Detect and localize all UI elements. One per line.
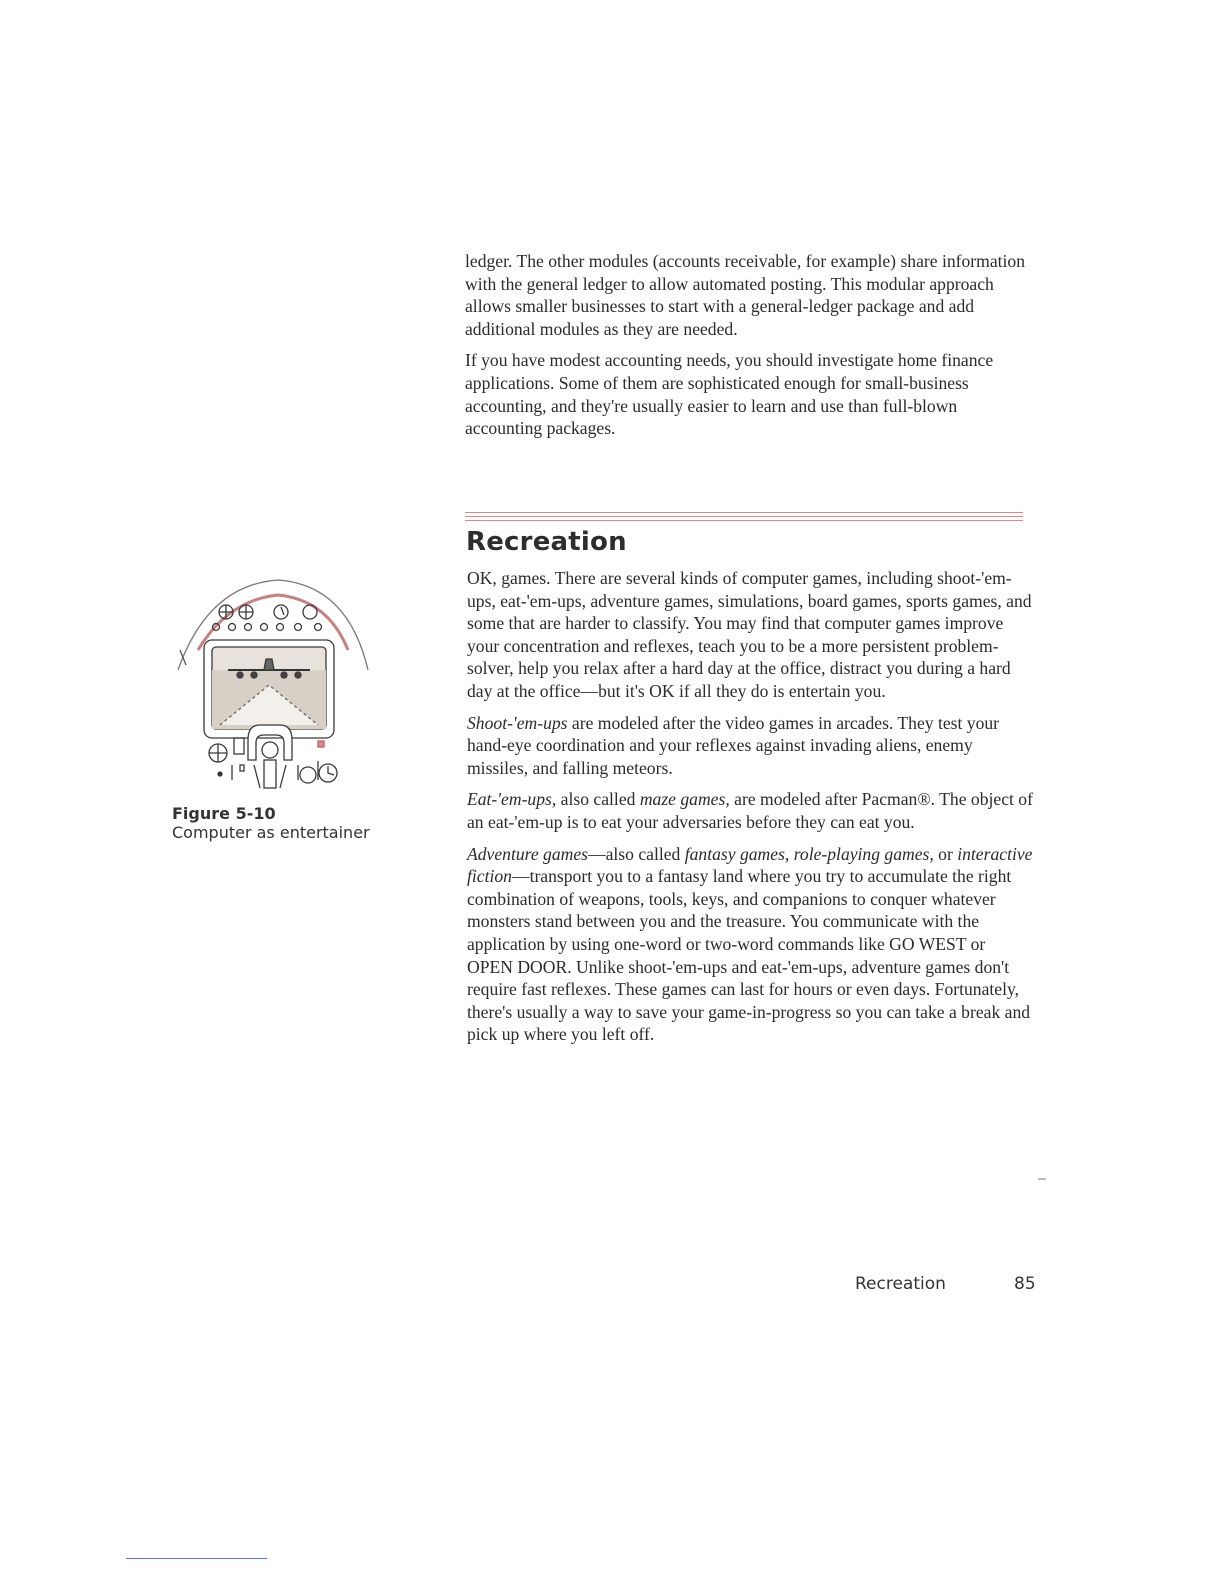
eat-em-ups-text: are modeled after Pacman®. The object of an eat-'em-up is to eat your adversaries before they can eat you. xyxy=(467,789,1033,832)
adventure-mid-1: —also called xyxy=(588,843,685,864)
eat-em-ups-term: Eat-'em-ups, xyxy=(467,789,557,810)
intro-line-1: ledger. The other modules (accounts receivable, for example) xyxy=(465,251,897,271)
intro-para-1-rest: share information with the general ledger to allow automated posting. This modular approach allows smaller businesses to start with a general-ledger package and add additional modules as they are needed. xyxy=(465,251,1026,339)
interactive-fiction-term: interactive fiction xyxy=(467,843,1033,887)
adventure-games-term: Adventure games xyxy=(467,843,588,864)
intro-paragraph-2: If you have modest accounting needs, you should investigate home finance applications. Some of them are sophisticated enough for small-business accounting, and they're usually easier to learn and use than full-blown accounting packages. xyxy=(465,350,994,439)
adventure-mid-2: or xyxy=(933,843,958,864)
bottom-rule xyxy=(126,1558,267,1559)
figure-caption xyxy=(172,804,370,842)
eat-em-ups-mid: also called xyxy=(556,789,640,810)
recreation-paragraph-1: OK, games. There are several kinds of computer games, including shoot-'em-ups, eat-'em-ups, adventure games, simulations, board games, sports games, and some that are harder to classify. You may find that computer games improve your concentration and reflexes, teach you to be a more persistent problem-solver, help you relax after a hard day at the office, distract you during a hard day at the office—but it's OK if all they do is entertain you. xyxy=(467,568,1032,701)
fantasy-games-term: fantasy games, role-playing games, xyxy=(684,843,934,864)
page-number: 85 xyxy=(1014,1274,1036,1294)
running-footer-section: Recreation xyxy=(855,1274,946,1294)
adventure-games-paragraph xyxy=(467,843,1035,1046)
adventure-games-text: —transport you to a fantasy land where you try to accumulate the right combination of weapons, tools, keys, and companions to conquer whatever monsters stand between you and the treasure. You communicate with the application by using one-word or two-word commands like GO WEST or OPEN DOOR. Unlike shoot-'em-ups and eat-'em-ups, adventure games don't require fast reflexes. These games can last for hours or even days. Fortunately, there's usually a way to save your game-in-progress so you can take a break and pick up where you left off. xyxy=(467,866,1031,1045)
section-rule xyxy=(465,512,1023,524)
shoot-em-ups-paragraph xyxy=(467,712,1035,780)
margin-mark xyxy=(1038,1178,1046,1180)
intro-paragraph-1 xyxy=(465,250,1033,340)
shoot-em-ups-text: are modeled after the video games in arcades. They test your hand-eye coordination and your reflexes against invading aliens, enemy missiles, and falling meteors. xyxy=(467,712,1000,778)
figure-caption-text: Computer as entertainer xyxy=(172,823,370,842)
eat-em-ups-paragraph xyxy=(467,788,1035,833)
section-title: Recreation xyxy=(466,527,627,557)
shoot-em-ups-term: Shoot-'em-ups xyxy=(467,712,568,733)
cockpit-illustration-icon xyxy=(168,575,378,800)
figure-number: Figure 5-10 xyxy=(172,804,276,823)
recreation-text xyxy=(467,567,1035,1055)
intro-text xyxy=(465,250,1033,449)
maze-games-term: maze games, xyxy=(639,789,730,810)
